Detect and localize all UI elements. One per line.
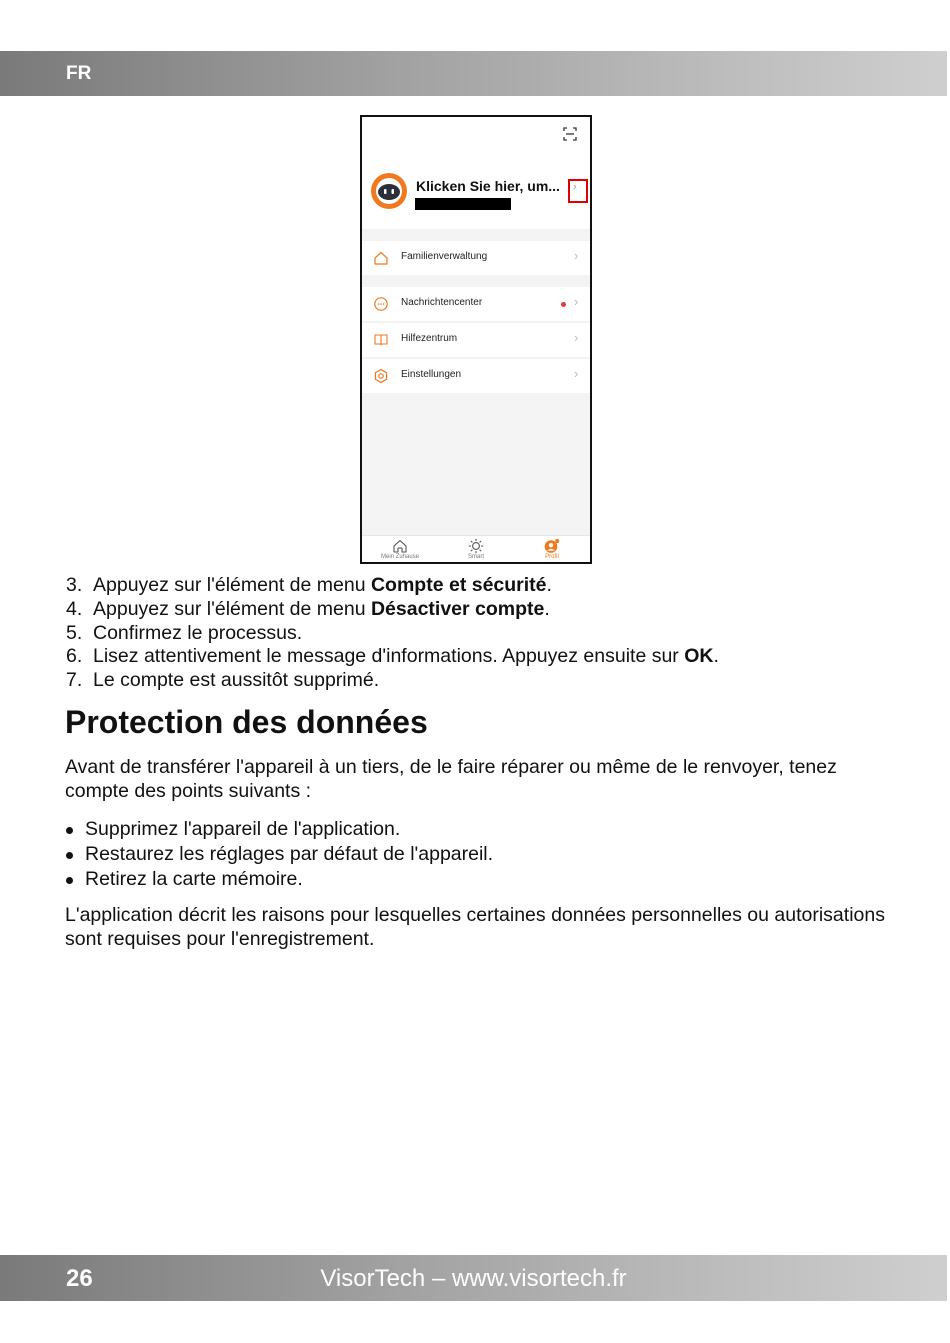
redacted-email [415,198,511,210]
nav-mein-zuhause[interactable] [362,538,438,563]
intro-paragraph: Avant de transférer l'appareil à un tiers, de le faire réparer ou même de le renvoyer, tenez compte des points suivants : [65,756,837,802]
profile-header [362,117,590,229]
home-outline-icon [373,250,389,266]
chevron-right-icon: › [574,330,579,345]
notification-dot [561,302,566,307]
steps-list [66,574,719,693]
menu-item-nachrichtencenter[interactable] [362,287,590,321]
book-icon [373,332,389,348]
list-item: Supprimez l'appareil de l'application. [65,817,493,842]
nav-label: Mein Zuhause [380,554,420,560]
nav-profil[interactable] [514,538,590,563]
list-item: 7. Le compte est aussitôt supprimé. [66,669,380,692]
bottom-navigation [362,535,590,563]
footer-brand: VisorTech – www.visortech.fr [320,1265,627,1292]
list-item: 6. Lisez attentivement le message d'informations. Appuyez ensuite sur OK. [66,645,719,668]
section-title: Protection des données [65,704,428,740]
language-label: FR [66,63,92,84]
nav-label: Smart [467,554,484,560]
menu-item-label: Einstellungen [401,369,462,380]
robot-avatar-icon [370,172,408,210]
sun-icon [468,538,484,554]
list-item: Retirez la carte mémoire. [65,867,493,892]
bullet-icon [66,877,73,884]
list-item: Restaurez les réglages par défaut de l'appareil. [65,842,493,867]
bullet-icon [66,827,73,834]
list-item: 5. Confirmez le processus. [66,621,303,644]
menu-item-familienverwaltung[interactable] [362,241,590,275]
bullet-icon [66,852,73,859]
message-bubble-icon [373,296,389,312]
page-number: 26 [66,1265,93,1292]
menu-item-label: Nachrichtencenter [401,297,483,308]
list-item: 4. Appuyez sur l'élément de menu Désactiver compte. [66,597,550,620]
chevron-right-icon: › [574,248,579,263]
home-icon [392,538,408,554]
chevron-right-icon: › [573,181,577,193]
menu-item-label: Familienverwaltung [401,251,488,262]
profile-icon [544,538,560,554]
settings-icon [373,368,389,384]
menu-item-einstellungen[interactable] [362,359,590,393]
list-item: 3. Appuyez sur l'élément de menu Compte et sécurité. [66,574,552,596]
scan-icon [563,127,577,141]
account-title[interactable]: Klicken Sie hier, um... [416,178,560,194]
bullet-list [65,817,493,892]
menu-item-hilfezentrum[interactable] [362,323,590,357]
nav-label: Profil [545,554,559,560]
menu-item-label: Hilfezentrum [401,333,458,344]
footer-band [0,1255,947,1301]
app-screenshot [360,115,592,564]
outro-paragraph: L'application décrit les raisons pour lesquelles certaines données personnelles ou autorisations sont requises pour l'enregistrement. [65,904,885,950]
highlight-box [568,179,588,203]
chevron-right-icon: › [574,366,579,381]
nav-smart[interactable] [438,538,514,563]
header-band [0,51,947,96]
chevron-right-icon: › [574,294,579,309]
